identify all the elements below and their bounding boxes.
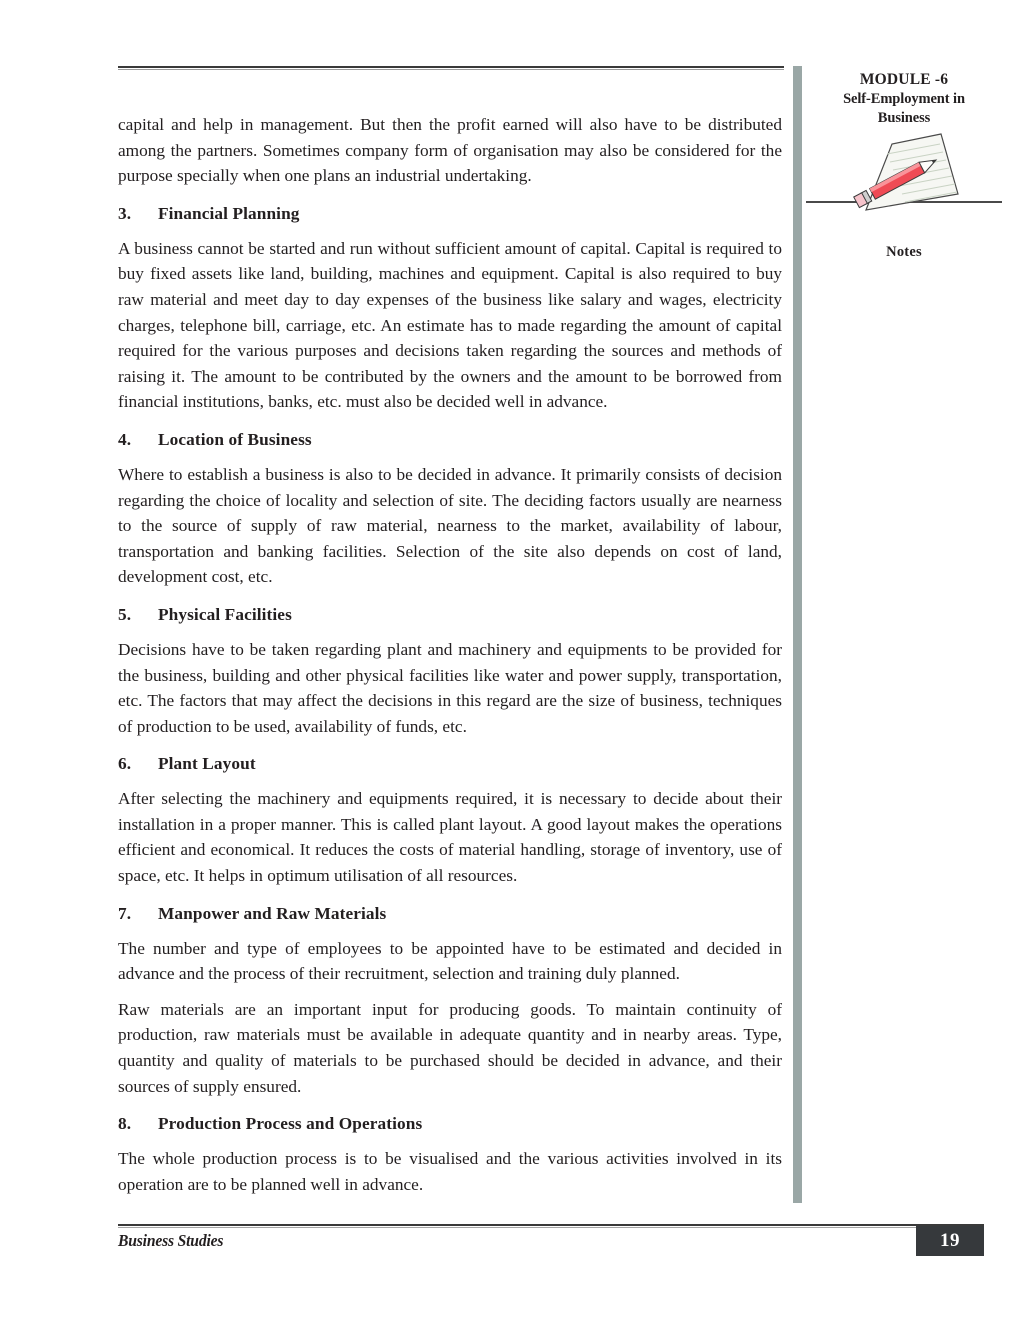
section-paragraph: Where to establish a business is also to be decided in advance. It primarily consists of decision regarding the choice of locality and selection of site. The deciding factors usually are nearness to the source of supply of raw material, nearness to the market, availability of labour, transportation and banking facilities. Selection of the site also depends on cost of land, development cost, etc. (118, 464, 782, 587)
section-heading (118, 202, 782, 225)
module-margin-block (806, 70, 1002, 261)
section-manpower-and-raw-materials (118, 902, 782, 1100)
section-paragraph: After selecting the machinery and equipments required, it is necessary to decide about their installation in a proper manner. This is called plant layout. A good layout makes the operations efficient and economical. It reduces the costs of material handling, storage of inventory, use of space, etc. It helps in optimum utilisation of all resources. (118, 789, 782, 886)
page-number-badge: 19 (916, 1226, 984, 1256)
intro-paragraph: capital and help in management. But then the profit earned will also have to be distributed among the partners. Sometimes company form of organisation may also be considered for the purpose specially when one plans an industrial undertaking. (118, 115, 782, 186)
section-production-process-and-operations (118, 1112, 782, 1197)
notepad-and-pencil-icon (806, 132, 1002, 242)
module-subtitle-line1: Self-Employment in (843, 91, 965, 107)
footer-rule (118, 1224, 984, 1228)
section-paragraph: The number and type of employees to be appointed have to be estimated and decided in advance and the process of their recruitment, selection and training duly planned. (118, 938, 782, 984)
section-title: Production Process and Operations (158, 1114, 423, 1134)
section-financial-planning (118, 202, 782, 415)
section-title: Plant Layout (158, 754, 256, 774)
section-heading (118, 428, 782, 451)
header-rule-thin (118, 69, 784, 70)
section-number: 7. (118, 903, 132, 923)
section-number: 3. (118, 203, 132, 223)
header-rule (118, 66, 784, 70)
notes-label: Notes (886, 244, 922, 260)
section-paragraph: A business cannot be started and run without sufficient amount of capital. Capital is required to buy fixed assets like land, building, machines and equipment. Capital is also required to buy raw material and meet day to day expenses of the business like salary and wages, electricity charges, telephone bill, carriage, etc. An estimate has to made regarding the amount of capital required for the various purposes and decisions taken regarding the sources and methods of raising it. The amount to be contributed by the owners and the amount to be borrowed from financial institutions, banks, etc. must also be decided well in advance. (118, 238, 782, 412)
section-heading (118, 603, 782, 626)
module-subtitle-line2: Business (877, 110, 931, 126)
section-heading (118, 902, 782, 925)
section-plant-layout (118, 752, 782, 888)
section-title: Financial Planning (158, 203, 300, 223)
main-text-column (118, 112, 782, 1197)
header-rule-thick (118, 66, 784, 68)
section-paragraph: The whole production process is to be visualised and the various activities involved in its operation are to be planned well in advance. (118, 1149, 782, 1194)
section-heading (118, 1112, 782, 1135)
section-location-of-business (118, 428, 782, 590)
section-number: 5. (118, 604, 132, 624)
section-physical-facilities (118, 603, 782, 739)
footer-rule-thin (118, 1227, 984, 1228)
section-number: 8. (118, 1114, 132, 1134)
section-title: Location of Business (158, 429, 312, 449)
module-title: MODULE -6 (859, 71, 949, 88)
section-title: Physical Facilities (158, 604, 292, 624)
section-number: 4. (118, 429, 132, 449)
section-paragraph: Raw materials are an important input for producing goods. To maintain continuity of production, raw materials must be available in adequate quantity and in nearby areas. Type, quantity and quality of materials to be purchased should be decided in advance, and their sources of supply ensured. (118, 999, 782, 1096)
margin-divider (793, 66, 802, 1203)
footer-rule-thick (118, 1224, 984, 1226)
footer-book-title: Business Studies (118, 1231, 224, 1250)
section-heading (118, 752, 782, 775)
section-paragraph: Decisions have to be taken regarding plant and machinery and equipments to be provided for the business, building and other physical facilities like water and power supply, transportation, etc. The factors that may affect the decisions in this regard are the size of business, techniques of production to be used, availability of funds, etc. (118, 639, 782, 736)
section-number: 6. (118, 754, 132, 774)
section-title: Manpower and Raw Materials (158, 903, 387, 923)
